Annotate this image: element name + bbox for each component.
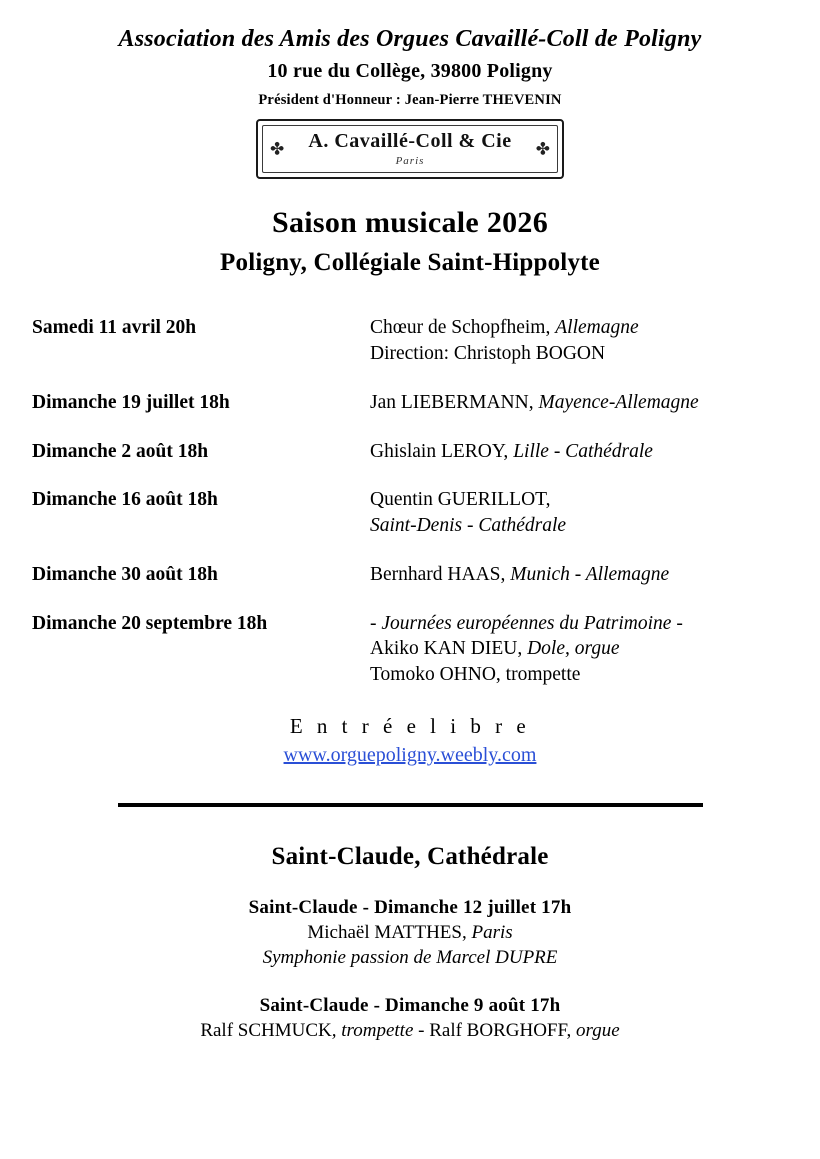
concert-row — [30, 562, 790, 588]
concert-detail-line — [370, 439, 790, 465]
saint-claude-event-line — [30, 947, 790, 969]
concert-detail-line — [370, 662, 790, 688]
website-link-wrap — [30, 744, 790, 767]
concert-details — [370, 315, 790, 366]
concert-detail-line — [370, 341, 790, 367]
concert-row — [30, 487, 790, 538]
text-run: Direction: Christoph BOGON — [370, 343, 606, 365]
association-president: Président d'Honneur : Jean-Pierre THEVENIN — [258, 92, 562, 109]
saint-claude-event-line — [30, 922, 790, 944]
association-name: Association des Amis des Orgues Cavaillé-Coll de Poligny — [118, 26, 702, 52]
text-run-italic: Allemagne — [555, 317, 639, 339]
section-divider — [118, 803, 703, 807]
text-run: Bernhard HAAS, — [370, 563, 511, 585]
text-run: Tomoko OHNO, trompette — [370, 664, 581, 685]
text-run-italic: Saint-Denis - Cathédrale — [370, 515, 567, 537]
concert-details — [370, 390, 790, 416]
text-run: Akiko KAN DIEU, — [370, 638, 528, 660]
concert-detail-line — [370, 487, 790, 513]
concert-date: Samedi 11 avril 20h — [32, 317, 197, 339]
text-run: - Ralf BORGHOFF, — [418, 1019, 577, 1041]
text-run-italic: Paris — [471, 921, 513, 943]
text-run: - — [370, 612, 382, 634]
text-run-italic: Mayence-Allemagne — [538, 391, 699, 413]
logo-container — [30, 119, 790, 179]
concert-row — [30, 611, 790, 688]
concert-date: Dimanche 16 août 18h — [32, 489, 218, 511]
concert-date: Dimanche 20 septembre 18h — [32, 612, 268, 634]
saint-claude-event-date: Saint-Claude - Dimanche 12 juillet 17h — [248, 896, 572, 918]
concert-detail-line — [370, 513, 790, 539]
concert-date: Dimanche 2 août 18h — [32, 440, 209, 462]
concert-date: Dimanche 19 juillet 18h — [32, 391, 230, 413]
text-run-italic: orgue — [576, 1019, 620, 1041]
text-run: Quentin GUERILLOT, — [370, 489, 551, 511]
ornament-left-icon: ✤ — [270, 139, 285, 159]
text-run-italic: Lille - Cathédrale — [513, 440, 653, 462]
concert-details — [370, 562, 790, 588]
concert-details — [370, 611, 790, 688]
text-run-italic: Dole, orgue — [527, 638, 620, 660]
concert-detail-line — [370, 390, 790, 416]
text-run-italic: Symphonie passion de Marcel DUPRE — [262, 946, 558, 968]
season-place: Poligny, Collégiale Saint-Hippolyte — [220, 249, 600, 277]
concert-row — [30, 315, 790, 366]
saint-claude-event-list — [30, 897, 790, 1042]
text-run: Jan LIEBERMANN, — [370, 391, 539, 413]
text-run: Chœur de Schopfheim, — [370, 317, 556, 339]
text-run: Michaël MATTHES, — [307, 921, 472, 943]
association-address: 10 rue du Collège, 39800 Poligny — [267, 60, 553, 83]
text-run: Ralf SCHMUCK — [200, 1019, 332, 1041]
saint-claude-event — [30, 897, 790, 969]
text-run: Ghislain LEROY, — [370, 440, 514, 462]
logo-subtext: Paris — [395, 155, 425, 168]
concert-detail-line — [370, 611, 790, 637]
text-run-italic: Munich - Allemagne — [510, 563, 670, 585]
saint-claude-event-line — [30, 1020, 790, 1042]
cavaille-coll-logo-icon — [256, 119, 564, 179]
season-title: Saison musicale 2026 — [271, 206, 549, 240]
saint-claude-event-date: Saint-Claude - Dimanche 9 août 17h — [259, 994, 561, 1016]
saint-claude-event — [30, 995, 790, 1042]
logo-text: A. Cavaillé-Coll & Cie — [308, 130, 512, 153]
ornament-right-icon: ✤ — [535, 139, 550, 159]
website-link[interactable]: www.orguepoligny.weebly.com — [283, 743, 537, 766]
text-run-italic: , trompette — [331, 1019, 419, 1041]
concert-detail-line — [370, 562, 790, 588]
concert-details — [370, 487, 790, 538]
saint-claude-title: Saint-Claude, Cathédrale — [271, 842, 549, 870]
free-entry-note: E n t r é e l i b r e — [289, 713, 531, 738]
concert-detail-line — [370, 315, 790, 341]
text-run: - — [671, 612, 683, 634]
concert-details — [370, 439, 790, 465]
concert-list — [30, 315, 790, 687]
text-run-italic: Journées européennes du Patrimoine — [381, 612, 672, 634]
concert-date: Dimanche 30 août 18h — [32, 563, 218, 585]
concert-row — [30, 390, 790, 416]
concert-row — [30, 439, 790, 465]
concert-detail-line — [370, 636, 790, 662]
